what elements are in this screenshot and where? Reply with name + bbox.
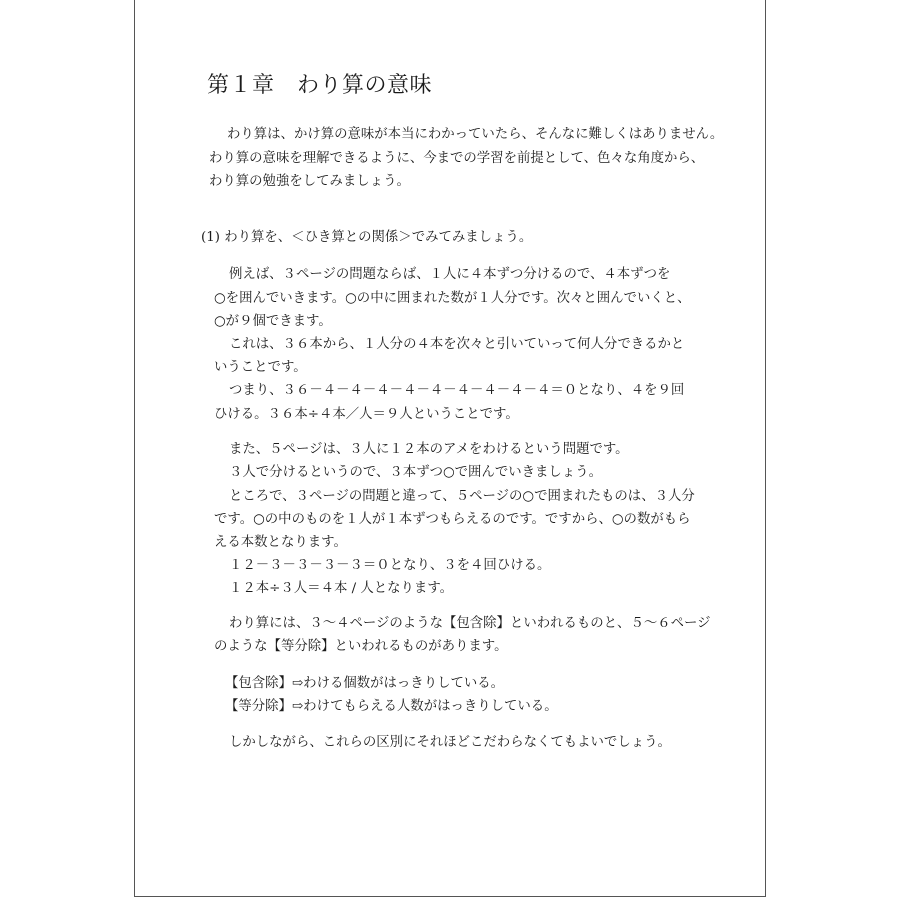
- para6-line-2: １２本÷３人＝４本 / 人となります。: [229, 581, 454, 596]
- para3-line-2: ひける。３６本÷４本／人＝９人ということです。: [214, 407, 519, 422]
- intro-line-3: わり算の勉強をしてみましょう。: [209, 174, 410, 189]
- para6-line-1: １２－３－３－３－３＝０となり、３を４回ひける。: [229, 558, 551, 573]
- para3-line-1: つまり、３６－４－４－４－４－４－４－４－４－４＝０となり、４を９回: [229, 383, 685, 398]
- para2-line-2: いうことです。: [214, 360, 307, 375]
- para4-line-1: また、５ページは、３人に１２本のアメをわけるという問題です。: [229, 442, 629, 457]
- para4-line-2: ３人で分けるというので、３本ずつ○で囲んでいきましょう。: [229, 465, 602, 480]
- para1-line-3: ○が９個できます。: [214, 314, 332, 329]
- chapter-title: 第１章 わり算の意味: [207, 73, 433, 98]
- para2-line-1: これは、３６本から、１人分の４本を次々と引いていって何人分できるかと: [229, 337, 685, 352]
- intro-line-2: わり算の意味を理解できるように、今までの学習を前提として、色々な角度から、: [209, 151, 705, 166]
- para5-line-1: ところで、３ページの問題と違って、５ページの○で囲まれたものは、３人分: [229, 489, 695, 504]
- document-page: [134, 0, 766, 897]
- para5-line-3: える本数となります。: [214, 535, 347, 550]
- conclusion: しかしながら、これらの区別にそれほどこだわらなくてもよいでしょう。: [229, 735, 671, 750]
- para5-line-2: です。○の中のものを１人が１本ずつもらえるのです。ですから、○の数がもら: [214, 512, 691, 527]
- para7-line-2: のような【等分除】といわれるものがあります。: [214, 639, 508, 654]
- definition-inclusive: 【包含除】⇨わける個数がはっきりしている。: [225, 676, 505, 691]
- para7-line-1: わり算には、３～４ページのような【包含除】といわれるものと、５～６ページ: [229, 616, 711, 631]
- para1-line-2: ○を囲んでいきます。○の中に囲まれた数が１人分です。次々と囲んでいくと、: [214, 291, 691, 306]
- intro-line-1: わり算は、かけ算の意味が本当にわかっていたら、そんなに難しくはありません。: [227, 127, 724, 142]
- para1-line-1: 例えば、３ページの問題ならば、１人に４本ずつ分けるので、４本ずつを: [229, 267, 671, 282]
- definition-partitive: 【等分除】⇨わけてもらえる人数がはっきりしている。: [225, 699, 558, 714]
- section-heading: (1) わり算を、＜ひき算との関係＞でみてみましょう。: [201, 230, 533, 245]
